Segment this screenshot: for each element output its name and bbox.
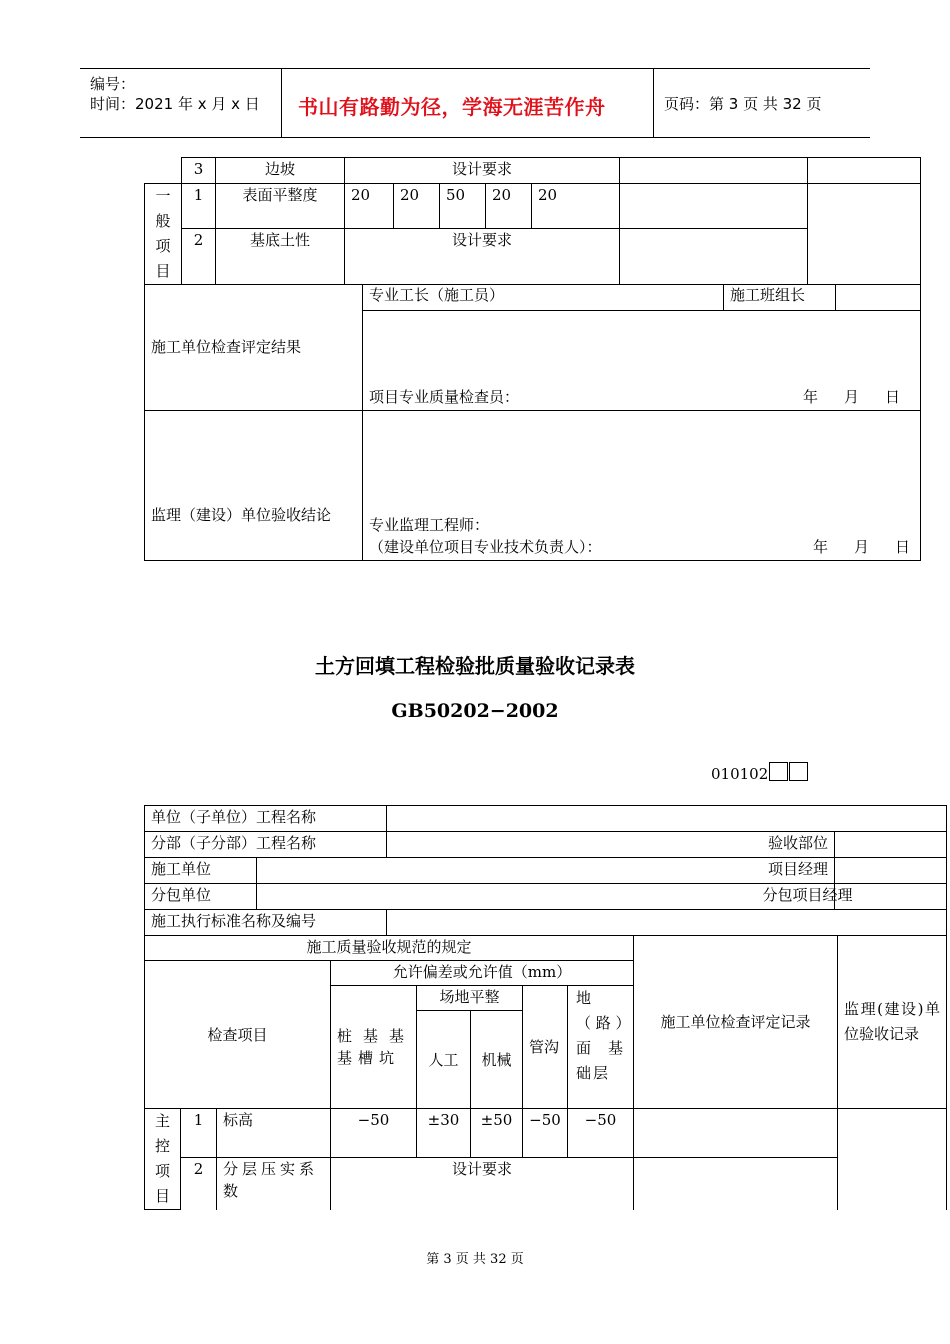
standard-name-value[interactable]	[387, 910, 947, 936]
design-requirement: 设计要求	[345, 229, 620, 285]
table-row	[145, 936, 947, 961]
tolerance-header: 允许偏差或允许值（mm）	[331, 961, 634, 986]
value-cell: −50	[523, 1109, 568, 1158]
project-manager-label: 项目经理	[757, 858, 835, 884]
check-items-header: 检查项目	[145, 961, 331, 1109]
form-title: 土方回填工程检验批质量验收记录表	[315, 654, 635, 678]
design-requirement: 设计要求	[331, 1158, 634, 1210]
unit-project-name-label: 单位（子单位）工程名称	[145, 806, 387, 832]
table-row	[145, 1158, 947, 1210]
standard-code: GB50202−2002	[391, 700, 559, 722]
sign-date: 年 月 日	[802, 387, 901, 406]
item-name: 基底土性	[216, 229, 345, 285]
table-row	[145, 410, 921, 560]
table-row	[145, 910, 947, 936]
table-row	[145, 284, 921, 310]
value-cell: 20	[532, 184, 620, 229]
code-checkbox[interactable]	[789, 762, 808, 781]
item-number: 3	[182, 158, 216, 184]
subcontract-manager-label: 分包项目经理	[757, 884, 835, 910]
doc-time-label: 时间：2021 年 x 月 x 日	[90, 95, 260, 113]
doc-number-label: 编号：	[90, 75, 136, 93]
unit-project-name-value[interactable]	[387, 806, 947, 832]
value-cell: 50	[440, 184, 486, 229]
construction-record-header: 施工单位检查评定记录	[634, 936, 838, 1109]
table-row	[145, 806, 947, 832]
header-motto: 书山有路勤为径，学海无涯苦作舟	[298, 95, 606, 119]
supervision-record-header: 监理(建设)单位验收记录	[838, 936, 947, 1109]
table-row	[145, 1109, 947, 1158]
table-row	[145, 858, 947, 884]
col-pile-header: 桩基基基槽坑	[331, 986, 417, 1109]
col-pipe-header: 管沟	[523, 986, 568, 1109]
header-divider	[281, 69, 282, 137]
header-divider	[653, 69, 654, 137]
value-cell: −50	[331, 1109, 417, 1158]
code-checkbox[interactable]	[769, 762, 788, 781]
col-machine-header: 机械	[471, 1011, 523, 1109]
table-row	[145, 884, 947, 910]
acceptance-part-value[interactable]	[835, 832, 947, 858]
acceptance-part-label: 验收部位	[757, 832, 835, 858]
value-cell: 20	[394, 184, 440, 229]
value-cell: ±50	[471, 1109, 523, 1158]
item-number: 1	[181, 1109, 217, 1158]
value-cell: 20	[486, 184, 532, 229]
main-items-label: 主 控 项 目	[145, 1109, 181, 1210]
table-row	[145, 184, 921, 229]
construction-unit-label: 施工单位	[145, 858, 257, 884]
page-header	[80, 68, 870, 138]
construction-result-label: 施工单位检查评定结果	[145, 284, 363, 410]
form-code: 010102	[711, 762, 808, 783]
value-cell: ±30	[417, 1109, 471, 1158]
supervisor-engineer-label: 专业监理工程师：	[369, 515, 490, 534]
col-road-header: 地（路）面基础层	[568, 986, 634, 1109]
page-footer: 第 3 页 共 32 页	[426, 1252, 524, 1267]
value-cell: −50	[568, 1109, 634, 1158]
project-manager-value[interactable]	[835, 858, 947, 884]
owner-tech-lead-label: （建设单位项目专业技术负责人）：	[369, 537, 602, 556]
inspector-label: 项目专业质量检查员：	[369, 387, 520, 406]
value-cell: 20	[345, 184, 394, 229]
subcontract-unit-label: 分包单位	[145, 884, 257, 910]
page-number-label: 页码：第 3 页 共 32 页	[664, 95, 822, 113]
site-leveling-header: 场地平整	[417, 986, 523, 1011]
design-requirement: 设计要求	[345, 158, 620, 184]
item-number: 2	[181, 1158, 217, 1210]
item-number: 1	[182, 184, 216, 229]
table-row	[145, 229, 921, 285]
table-row	[145, 158, 921, 184]
item-number: 2	[182, 229, 216, 285]
col-manual-header: 人工	[417, 1011, 471, 1109]
division-project-name-label: 分部（子分部）工程名称	[145, 832, 387, 858]
item-name: 分层压实系数	[217, 1158, 331, 1210]
table-row	[145, 832, 947, 858]
spec-header: 施工质量验收规范的规定	[145, 936, 634, 961]
project-info-table	[144, 805, 947, 936]
general-items-label: 一 般 项 目	[145, 184, 182, 285]
inspection-table-continued	[144, 157, 921, 285]
item-name: 表面平整度	[216, 184, 345, 229]
supervision-label: 监理（建设）单位验收结论	[145, 410, 363, 560]
foreman-label: 专业工长（施工员）	[363, 284, 724, 310]
item-name: 标高	[217, 1109, 331, 1158]
construction-result-table	[144, 284, 921, 561]
item-name: 边坡	[216, 158, 345, 184]
team-leader-label: 施工班组长	[724, 284, 836, 310]
standard-name-label: 施工执行标准名称及编号	[145, 910, 387, 936]
sign-date: 年 月 日	[812, 537, 911, 556]
spec-table	[144, 935, 947, 1210]
